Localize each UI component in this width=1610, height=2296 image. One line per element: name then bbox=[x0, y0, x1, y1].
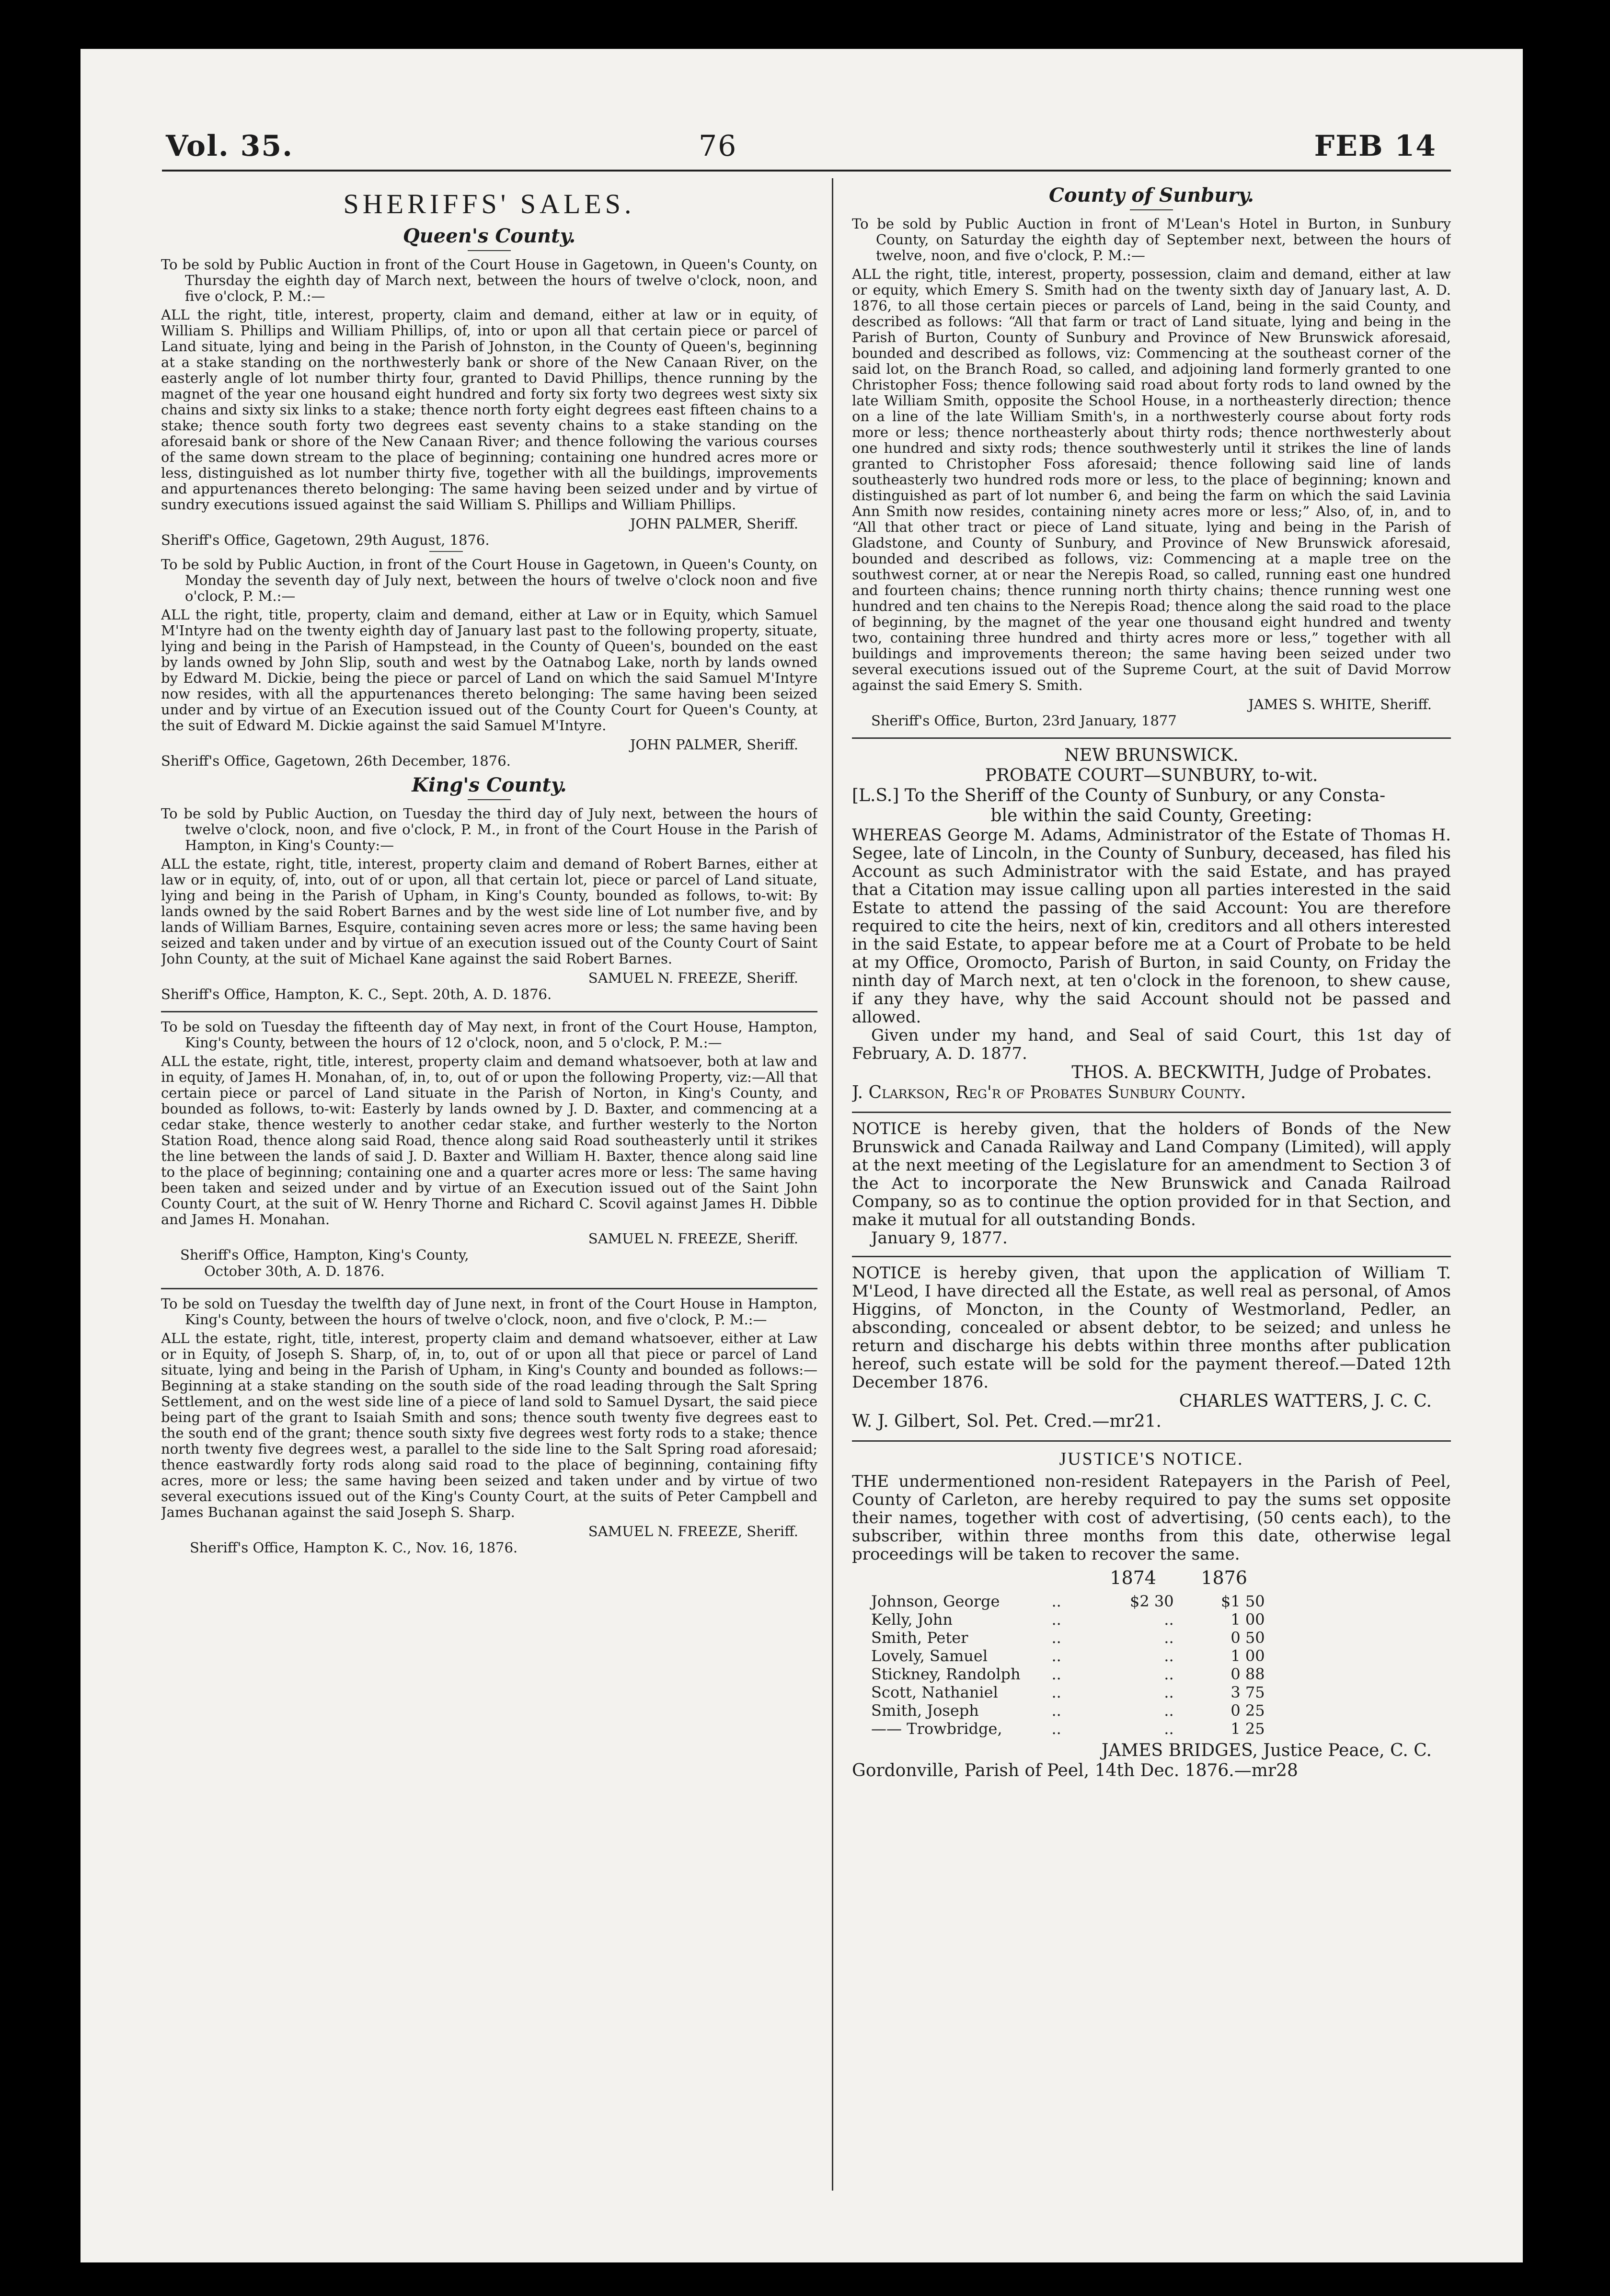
section-rule bbox=[161, 1288, 817, 1289]
leader-dots: .. bbox=[1051, 1592, 1061, 1610]
q1-office: Sheriff's Office, Gagetown, 29th August, 1876. bbox=[161, 532, 490, 548]
amount-1874: .. bbox=[1164, 1665, 1174, 1683]
s1-body: ALL the right, title, interest, property, possession, claim and demand, either at law or equity, which Emery S. Smith had on the twenty sixth day of January last, A. D. 1876, to all those certain pieces or parcels of Land, being in the said County, and described as follows: “All that farm or tract of Land situate, lying and being in the Parish of Burton, County of Sunbury and Province of New Brunswick aforesaid, bounded and described as follows, viz: Commencing at the southeast corner of the said lot, on the Branch Road, so called, and adjoining land formerly granted to one Christopher Foss; thence following said road about forty rods to land owned by the late William Smith, opposite the School House, in a northeasterly direction; thence on a line of the late William Smith's, in a northwesterly course about forty rods more or less; thence northeasterly about thirty rods; thence northwesterly about one hundred and sixty rods; thence southwesterly until it strikes the line of lands granted to Christopher Foss aforesaid; thence following said line of lands southeasterly two hundred rods more or less, to the place of beginning; known and distinguished as part of lot number 6, and being the farm on which the said Lavinia Ann Smith now resides, containing ninety acres more or less;” Also, of, in, and to “All that other tract or piece of Land situate, lying and being in the Parish of Gladstone, and County of Sunbury, and Province of New Brunswick aforesaid, bounded and described as follows, viz: Commencing at a maple tree on the southwest corner, at or near the Nerepis Road, so called, running east one hundred and fourteen chains; thence running north thirty chains; thence running west one hundred and ten chains to the Nerepis Road; thence along the said road to the place of beginning, by the magnet of the year one thousand eight hundred and twenty two, containing three hundred and thirty acres more or less,” together with all buildings and improvements thereon; the same having been seized under two several executions issued out of the Supreme Court, at the suit of David Morrow against the said Emery S. Smith. bbox=[852, 266, 1451, 693]
s1-signer: JAMES S. WHITE, Sheriff. bbox=[1248, 696, 1432, 712]
leader-dots: .. bbox=[1051, 1665, 1061, 1683]
table-row bbox=[866, 1665, 1270, 1683]
probate-court: PROBATE COURT—SUNBURY, to-wit. bbox=[985, 766, 1318, 785]
k2-office-line1: Sheriff's Office, Hampton, King's County, bbox=[180, 1247, 469, 1263]
amount-1874: .. bbox=[1164, 1701, 1174, 1720]
amount-1874: .. bbox=[1164, 1647, 1174, 1665]
amount-1874: .. bbox=[1164, 1610, 1174, 1629]
divider bbox=[468, 250, 511, 251]
probate-given: Given under my hand, and Seal of said Court, this 1st day of February, A. D. 1877. bbox=[852, 1026, 1451, 1063]
right-column bbox=[852, 179, 1451, 1781]
ratepayer-name: —— Trowbridge, bbox=[871, 1720, 1002, 1738]
ratepayer-name: Scott, Nathaniel bbox=[871, 1683, 998, 1701]
k2-lead: To be sold on Tuesday the fifteenth day of May next, in front of the Court House, Hampton, King's County, between the hours of 12 o'clock, noon, and 5 o'clock, P. M.:— bbox=[161, 1019, 817, 1051]
table-row bbox=[866, 1701, 1270, 1720]
table-row bbox=[866, 1629, 1270, 1647]
q2-office: Sheriff's Office, Gagetown, 26th December, 1876. bbox=[161, 753, 511, 769]
divider bbox=[429, 551, 463, 552]
k2-office-line2: October 30th, A. D. 1876. bbox=[204, 1263, 385, 1279]
justice-notice-title: JUSTICE'S NOTICE. bbox=[1059, 1449, 1244, 1469]
table-row bbox=[866, 1610, 1270, 1629]
q2-body: ALL the right, title, property, claim and demand, either at Law or in Equity, which Samuel M'Intyre had on the twenty eighth day of January last past to the following property, situate, lying and being in the Parish of Hampstead, in the County of Queen's, bounded on the east by lands owned by John Slip, south and west by the Oatnabog Lake, north by lands owned by Edward M. Dickie, being the piece or parcel of Land on which the said Samuel M'Intyre now resides, with all the appurtenances thereto belonging: The same having been seized under and by virtue of an Execution issued out of the County Court for Queen's County, at the suit of Edward M. Dickie against the said Samuel M'Intyre. bbox=[161, 607, 817, 734]
amount-1874: .. bbox=[1164, 1683, 1174, 1701]
ratepayer-name: Kelly, John bbox=[871, 1610, 953, 1629]
amount-1874: $2 30 bbox=[1130, 1592, 1174, 1610]
kings-county-heading: King's County. bbox=[412, 774, 567, 796]
leader-dots: .. bbox=[1051, 1647, 1061, 1665]
leader-dots: .. bbox=[1051, 1701, 1061, 1720]
probate-address bbox=[852, 786, 1451, 806]
table-row bbox=[866, 1720, 1270, 1738]
k3-office: Sheriff's Office, Hampton K. C., Nov. 16, 1876. bbox=[190, 1539, 518, 1556]
ratepayer-name: Smith, Joseph bbox=[871, 1701, 979, 1720]
year-1876-header: 1876 bbox=[1201, 1567, 1247, 1588]
ratepayers-table bbox=[866, 1566, 1270, 1738]
amount-1876: 1 00 bbox=[1230, 1647, 1265, 1665]
ratepayer-name: Smith, Peter bbox=[871, 1629, 968, 1647]
ratepayer-name: Stickney, Randolph bbox=[871, 1665, 1021, 1683]
railway-notice-date: January 9, 1877. bbox=[871, 1228, 1008, 1248]
issue-date: FEB 14 bbox=[1314, 129, 1437, 163]
page-number: 76 bbox=[699, 129, 737, 163]
volume-number: Vol. 35. bbox=[166, 129, 294, 163]
probate-seal: [L.S.] bbox=[852, 786, 899, 805]
amount-1876: 0 25 bbox=[1230, 1701, 1265, 1720]
table-row bbox=[866, 1592, 1270, 1610]
k1-lead: To be sold by Public Auction, on Tuesday the third day of July next, between the hours of twelve o'clock, noon, and five o'clock, P. M., in front of the Court House in the Parish of Hampton, in King's County:— bbox=[161, 805, 817, 853]
k3-body: ALL the estate, right, title, interest, property claim and demand whatsoever, either at Law or in Equity, of Joseph S. Sharp, of, in, to, out of or upon all that piece or parcel of Land situate, lying and being in the Parish of Upham, in King's County and bounded as follows:—Beginning at a stake standing on the south side of the road leading through the Salt Spring Settlement, and on the west side line of a piece of land sold to Samuel Dysart, the said piece being part of the grant to Isaiah Smith and sons; thence south twenty five degrees east to the south end of the grant; thence south sixty five degrees west forty rods to a stake; thence north twenty five degrees west, a parallel to the side line to the Salt Spring road aforesaid; thence eastwardly forty rods along said road to the place of beginning, containing fifty acres, more or less; the same having been seized and taken under and by virtue of two several executions issued out of the King's County Court, at the suits of Peter Campbell and James Buchanan against the said Joseph S. Sharp. bbox=[161, 1330, 817, 1520]
table-row bbox=[866, 1647, 1270, 1665]
dots-column-header bbox=[1025, 1566, 1088, 1592]
k3-lead: To be sold on Tuesday the twelfth day of June next, in front of the Court House in Hampton, King's County, between the hours of twelve o'clock, noon, and five o'clock, P. M.:— bbox=[161, 1296, 817, 1328]
section-rule bbox=[852, 1112, 1451, 1113]
table-header-row bbox=[866, 1566, 1270, 1592]
section-rule bbox=[852, 737, 1451, 739]
queens-county-heading: Queen's County. bbox=[402, 225, 576, 247]
newspaper-page bbox=[80, 49, 1523, 2262]
left-column bbox=[161, 179, 817, 1556]
k1-signer: SAMUEL N. FREEZE, Sheriff. bbox=[588, 970, 798, 986]
railway-notice-body: NOTICE is hereby given, that the holders of Bonds of the New Brunswick and Canada Railway and Land Company (Limited), will apply at the next meeting of the Legislature for an amendment to Section 3 of the Act to incorporate the New Brunswick and Canada Railroad Company, so as to continue the option provided for in that Section, and make it mutual for all outstanding Bonds. bbox=[852, 1119, 1451, 1229]
k1-body: ALL the estate, right, title, interest, property claim and demand of Robert Barnes, either at law or in equity, of, into, out of or upon, all that certain lot, piece or parcel of Land situate, lying and being in the Parish of Upham, in King's County, bounded as follows, to-wit: By lands owned by the said Robert Barnes and by the west side line of Lot number five, and by lands of William Barnes, Esquire, containing seven acres more or less; the same having been seized and taken under and by virtue of an execution issued out of the County Court of Saint John County, at the suit of Michael Kane against the said Robert Barnes. bbox=[161, 856, 817, 967]
probate-address-line2: ble within the said County, Greeting: bbox=[990, 806, 1312, 826]
ratepayer-name: Lovely, Samuel bbox=[871, 1647, 988, 1665]
q1-signer: JOHN PALMER, Sheriff. bbox=[630, 516, 798, 532]
column-divider bbox=[832, 178, 833, 2191]
amount-1874: .. bbox=[1164, 1720, 1174, 1738]
name-column-header bbox=[866, 1566, 1025, 1592]
amount-1876: 0 50 bbox=[1230, 1629, 1265, 1647]
year-1874-header: 1874 bbox=[1110, 1567, 1156, 1588]
q2-lead: To be sold by Public Auction, in front of the Court House in Gagetown, in Queen's County, on Monday the seventh day of July next, between the hours of twelve o'clock noon and five o'clock, P. M.:— bbox=[161, 556, 817, 604]
k1-office: Sheriff's Office, Hampton, K. C., Sept. 20th, A. D. 1876. bbox=[161, 986, 552, 1002]
leader-dots: .. bbox=[1051, 1720, 1061, 1738]
s1-office: Sheriff's Office, Burton, 23rd January, 1877 bbox=[871, 712, 1177, 729]
probate-address-line1: To the Sheriff of the County of Sunbury, or any Consta- bbox=[904, 786, 1386, 805]
k3-signer: SAMUEL N. FREEZE, Sheriff. bbox=[588, 1523, 798, 1539]
justice-signer: JAMES BRIDGES, Justice Peace, C. C. bbox=[1101, 1741, 1432, 1760]
justice-place-date: Gordonville, Parish of Peel, 14th Dec. 1876.—mr28 bbox=[852, 1761, 1298, 1780]
probate-body: WHEREAS George M. Adams, Administrator of the Estate of Thomas H. Segee, late of Lincoln, in the County of Sunbury, deceased, has filed his Account as such Administrator with the said Estate, and has prayed that a Citation may issue calling upon all parties interested in the said Estate to attend the passing of the said Account: You are therefore required to cite the heirs, next of kin, creditors and all others interested in the said Estate, to appear before me at a Court of Probate to be held at my Office, Oromocto, Parish of Burton, in said County, on Friday the ninth day of March next, at ten o'clock in the forenoon, to shew cause, if any they have, why the said Account should not be passed and allowed. bbox=[852, 826, 1451, 1027]
justice-notice-body: THE undermentioned non-resident Ratepayers in the Parish of Peel, County of Carleton, are hereby required to pay the sums set opposite their names, together with cost of advertising, (50 cents each), to the subscriber, within three months from this date, otherwise legal proceedings will be taken to recover the same. bbox=[852, 1472, 1451, 1564]
sheriffs-sales-title: SHERIFFS' SALES. bbox=[343, 188, 635, 219]
probate-judge: THOS. A. BECKWITH, Judge of Probates. bbox=[1071, 1063, 1432, 1082]
amount-1876: 1 25 bbox=[1230, 1720, 1265, 1738]
absconding-solicitor: W. J. Gilbert, Sol. Pet. Cred.—mr21. bbox=[852, 1412, 1162, 1431]
section-rule bbox=[852, 1440, 1451, 1442]
leader-dots: .. bbox=[1051, 1629, 1061, 1647]
absconding-notice-body: NOTICE is hereby given, that upon the application of William T. M'Leod, I have directed all the Estate, as well real as personal, of Amos Higgins, of Moncton, in the County of Westmorland, Pedler, an absconding, concealed or absent debtor, to be seized; and unless he return and discharge his debts within three months after publication hereof, such estate will be sold for the payment thereof.—Dated 12th December 1876. bbox=[852, 1263, 1451, 1392]
probate-registrar: J. Clarkson, Reg'r of Probates Sunbury County. bbox=[852, 1083, 1246, 1102]
probate-state: NEW BRUNSWICK. bbox=[1064, 746, 1239, 765]
section-rule bbox=[852, 1256, 1451, 1257]
divider bbox=[1130, 209, 1173, 210]
q1-lead: To be sold by Public Auction in front of the Court House in Gagetown, in Queen's County, on Thursday the eighth day of March next, between the hours of twelve o'clock, noon, and five o'clock, P. M.:— bbox=[161, 256, 817, 304]
absconding-signer: CHARLES WATTERS, J. C. C. bbox=[1179, 1391, 1432, 1411]
k2-signer: SAMUEL N. FREEZE, Sheriff. bbox=[588, 1230, 798, 1247]
ratepayer-name: Johnson, George bbox=[871, 1592, 1000, 1610]
amount-1876: 1 00 bbox=[1230, 1610, 1265, 1629]
section-rule bbox=[161, 1011, 817, 1012]
sunbury-county-heading: County of Sunbury. bbox=[1049, 184, 1254, 207]
q2-signer: JOHN PALMER, Sheriff. bbox=[630, 736, 798, 753]
header-rule bbox=[162, 170, 1451, 172]
amount-1874: .. bbox=[1164, 1629, 1174, 1647]
amount-1876: $1 50 bbox=[1221, 1592, 1265, 1610]
leader-dots: .. bbox=[1051, 1610, 1061, 1629]
amount-1876: 0 88 bbox=[1230, 1665, 1265, 1683]
divider bbox=[468, 799, 511, 800]
s1-lead: To be sold by Public Auction in front of M'Lean's Hotel in Burton, in Sunbury County, on Saturday the eighth day of September next, between the hours of twelve, noon, and five o'clock, P. M.:— bbox=[852, 216, 1451, 264]
q1-body: ALL the right, title, interest, property, claim and demand, either at law or in equity, of William S. Phillips and William Phillips, of, into or upon all that certain piece or parcel of Land situate, lying and being in the Parish of Johnston, in the County of Queen's, beginning at a stake standing on the northwesterly bank or shore of the New Canaan River, on the easterly angle of lot number thirty four, granted to David Phillips, thence running by the magnet of the year one housand eight hundred and forty six forty two degrees west sixty six chains and sixty six links to a stake; thence north forty eight degrees east fifteen chains to a stake; thence south forty two degrees east seventy chains to a stake standing on the aforesaid bank or shore of the New Canaan River; and thence following the various courses of the same down stream to the place of beginning; containing one hundred acres more or less, distinguished as lot number thirty five, together with all the buildings, improvements and appurtenances thereto belonging: The same having been seized under and by virtue of sundry executions issued against the said William S. Phillips and William Phillips. bbox=[161, 307, 817, 513]
table-row bbox=[866, 1683, 1270, 1701]
ratepayers-table-body bbox=[866, 1592, 1270, 1738]
leader-dots: .. bbox=[1051, 1683, 1061, 1701]
amount-1876: 3 75 bbox=[1230, 1683, 1265, 1701]
k2-body: ALL the estate, right, title, interest, property claim and demand whatsoever, both at law and in equity, of James H. Monahan, of, in, to, out of or upon the following Property, viz:—All that certain piece or parcel of Land situate in the Parish of Norton, in King's County, and bounded as follows, to-wit: Easterly by lands owned by J. D. Baxter, and commencing at a cedar stake, thence westerly to another cedar stake, and further westerly to the Norton Station Road, thence along said Road, thence along said Road southeasterly until it strikes the line between the lands of said J. D. Baxter and William H. Baxter, thence along said line to the place of beginning; containing one and a quarter acres more or less: The same having been taken and seized under and by virtue of an Execution issued out of the Saint John County Court, at the suit of W. Henry Thorne and Richard C. Scovil against James H. Dibble and James H. Monahan. bbox=[161, 1053, 817, 1228]
